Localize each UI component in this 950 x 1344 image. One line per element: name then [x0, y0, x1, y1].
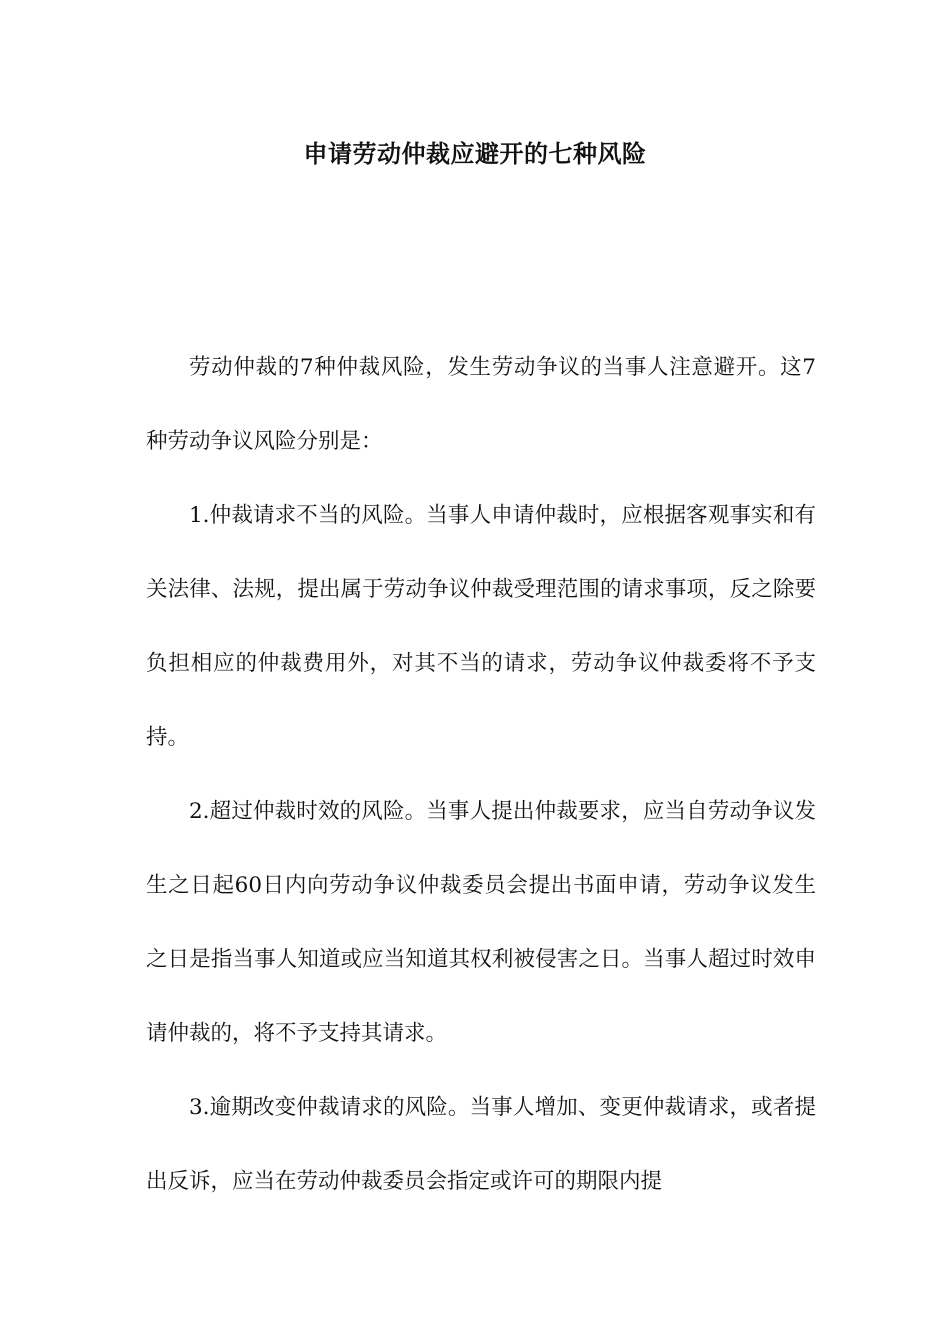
document-body — [146, 331, 816, 1219]
paragraph-risk-3: 3.逾期改变仲裁请求的风险。当事人增加、变更仲裁请求，或者提出反诉，应当在劳动仲裁委员会指定或许可的期限内提 — [146, 1095, 816, 1194]
paragraph-risk-1: 1.仲裁请求不当的风险。当事人申请仲裁时，应根据客观事实和有关法律、法规，提出属于劳动争议仲裁受理范围的请求事项，反之除要负担相应的仲裁费用外，对其不当的请求，劳动争议仲裁委将不予支持。 — [146, 503, 816, 750]
paragraph-risk-2: 2.超过仲裁时效的风险。当事人提出仲裁要求，应当自劳动争议发生之日起60日内向劳动争议仲裁委员会提出书面申请，劳动争议发生之日是指当事人知道或应当知道其权利被侵害之日。当事人超过时效申请仲裁的，将不予支持其请求。 — [146, 799, 816, 1046]
paragraph-intro: 劳动仲裁的7种仲裁风险，发生劳动争议的当事人注意避开。这7种劳动争议风险分别是： — [146, 355, 816, 454]
document-title: 申请劳动仲裁应避开的七种风险 — [303, 140, 647, 168]
